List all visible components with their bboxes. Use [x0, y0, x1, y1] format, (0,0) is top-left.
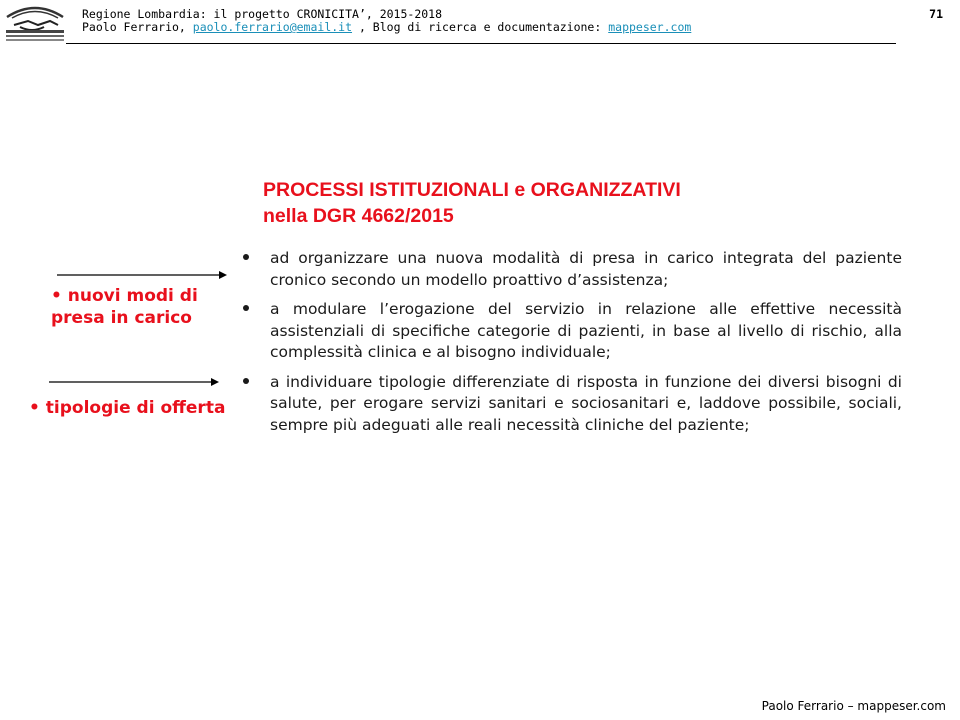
bullet-text: ad organizzare una nuova modalità di presa in carico integrata del paziente cronico secondo un modello proattivo d’assistenza;: [270, 249, 902, 289]
email-link[interactable]: paolo.ferrario@email.it: [192, 20, 353, 34]
slide-title-line2: nella DGR 4662/2015: [263, 205, 454, 227]
bullet-item: [243, 299, 902, 364]
slide-title: [263, 177, 681, 229]
slide-title-line1: PROCESSI ISTITUZIONALI e ORGANIZZATIVI: [263, 179, 681, 201]
bullet-list: [243, 248, 913, 444]
header-credits: [82, 20, 691, 34]
header-title: Regione Lombardia: il progetto CRONICITA’, 2015-2018: [82, 7, 443, 21]
bullet-text: a individuare tipologie differenziate di risposta in funzione dei diversi bisogni di salute, per erogare servizi sanitari e sociosanitari e, laddove possibile, sociali, sempre più adeguati alle reali necessità cliniche del paziente;: [270, 372, 902, 434]
annotation-tipologie-offerta: • tipologie di offerta: [29, 398, 226, 418]
annotation-line: presa in carico: [51, 308, 192, 328]
bullet-text: a modulare l’erogazione del servizio in relazione alle effettive necessità assistenziali di specifiche categorie di pazienti, in base al livello di rischio, alla complessità clinica e al bisogno individuale;: [270, 300, 902, 361]
footer-credit: Paolo Ferrario – mappeser.com: [761, 699, 946, 713]
bullet-dot-icon: [243, 254, 249, 260]
bullet-dot-icon: [243, 305, 249, 311]
bullet-item: [243, 372, 902, 437]
annotation-presa-in-carico: [51, 285, 198, 329]
handshake-logo-icon: [4, 3, 66, 43]
arrow-right-icon: [49, 376, 219, 388]
bullet-item: [243, 248, 902, 291]
header-author: Paolo Ferrario,: [82, 20, 193, 34]
blog-link[interactable]: mappeser.com: [608, 20, 692, 34]
header-blog-label: , Blog di ricerca e documentazione:: [352, 20, 609, 34]
bullet-dot-icon: [243, 378, 249, 384]
arrow-right-icon: [57, 269, 227, 281]
page-number: 71: [929, 7, 943, 21]
annotation-line: • nuovi modi di: [51, 286, 198, 306]
header-divider: [66, 43, 896, 44]
